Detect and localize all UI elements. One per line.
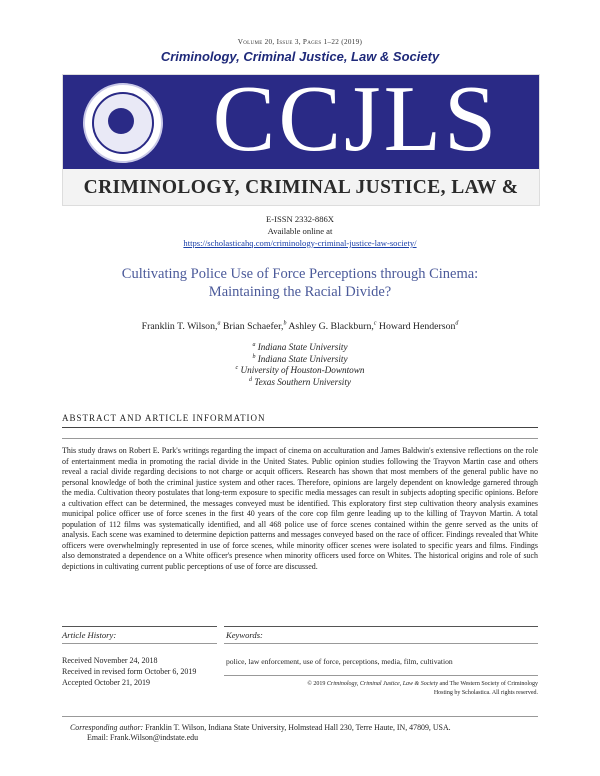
available-online: Available online at [267,226,333,236]
article-history-label: Article History: [62,630,117,640]
affiliation-item: $^b$ Indiana State University [252,353,348,364]
author-name: Howard Henderson [378,321,456,332]
journal-banner [62,74,540,206]
keywords: police, law enforcement, use of force, perceptions, media, film, cultivation [226,657,453,666]
history-item: Received in revised form October 6, 2019 [62,667,197,676]
divider [224,675,538,676]
journal-url-link[interactable]: https://scholasticahq.com/criminology-criminal-justice-law-society/ [183,238,417,248]
affiliations [0,342,600,388]
author-name: Franklin T. Wilson, [141,321,218,332]
banner-blue-area [63,75,539,169]
ccjls-logo: CCJLS [212,74,500,171]
divider [224,626,538,627]
copyright-notice: © 2019 Criminology, Criminal Justice, Law & Society and The Western Society of Criminology Hosting by Scholastica. All rights reserved. [307,681,538,696]
article-title-line-2: Maintaining the Racial Divide? [208,284,392,300]
divider [224,643,538,644]
history-item: Received November 24, 2018 [62,656,158,665]
eissn: E-ISSN 2332-886X [265,214,335,224]
history-item: Accepted October 21, 2019 [62,678,150,687]
abstract-text: This study draws on Robert E. Park's writings regarding the impact of cinema on acculturation and James Baldwin's extensive reflections on the role of entertainment media in promoting the racial divide in the United States. Public opinion studies following the Trayvon Martin case and others reveal a racial divide regarding decisions to not charge or acquit officers. Research has shown that most members of the general public have no personal knowledge of both the criminal justice system and other races. Therefore, opinions are largely dependent on knowledge garnered through the media. Cultivation theory postulates that long-term exposure to specific media messages can result in subjects adopting specific opinions. Before a cultivation effect can be determined, the messages conveyed must be identified. This exploratory first step cultivation theory analysis examines municipal police officer use of force scenes in the first 40 years of the core cop film genre leading up to the killing of Trayvon Martin. A total population of 112 films was systematically identified, and all 468 police use of force scenes contained within the genre served as the units of analysis. Each scene was examined to determine depiction patterns and messages conveyed based on the race of officer. Findings revealed that White officers were overwhelmingly represented in use of force scenes, while minority officer scenes were isolated to specific years and films. Findings also demonstrated a dependence on a White officer's presence when minority officers used force on Whites. The historical origins and role of such depictions in cultivating current public perceptions of use of force are discussed. [62,446,538,571]
author-name: Brian Schaefer, [222,321,284,332]
author-name: Ashley G. Blackburn, [288,321,374,332]
keywords-label: Keywords: [226,630,263,640]
banner-journal-name: CRIMINOLOGY, CRIMINAL JUSTICE, LAW & [83,177,519,198]
email-link[interactable]: Frank.Wilson@indstate.edu [110,733,199,742]
journal-title: Criminology, Criminal Justice, Law & Society [160,49,440,64]
divider [62,643,217,644]
affiliation-item: $^c$ University of Houston-Downtown [235,364,365,375]
author-list: Franklin T. Wilson,$^a$ Brian Schaefer,$^b$ Ashley G. Blackburn,$^c$ Howard Henderson$^d$ [141,320,459,332]
divider [62,716,538,717]
abstract-heading: ABSTRACT AND ARTICLE INFORMATION [62,413,266,423]
article-title [0,265,600,301]
divider [62,427,538,428]
author-email: Email: Frank.Wilson@indstate.edu [87,733,199,742]
article-title-line-1: Cultivating Police Use of Force Perceptions through Cinema: [121,266,479,282]
volume-info: Volume 20, Issue 3, Pages 1–22 (2019) [237,38,363,46]
article-history [62,655,196,688]
corresponding-author: Corresponding author: Franklin T. Wilson, Indiana State University, Holmstead Hall 230, Terre Haute, IN, 47809, USA. [70,723,451,732]
divider [62,626,217,627]
affiliation-item: $^d$ Texas Southern University [249,376,351,387]
affiliation-item: $^a$ Indiana State University [252,341,348,352]
divider [62,438,538,439]
society-seal-icon [83,83,163,163]
